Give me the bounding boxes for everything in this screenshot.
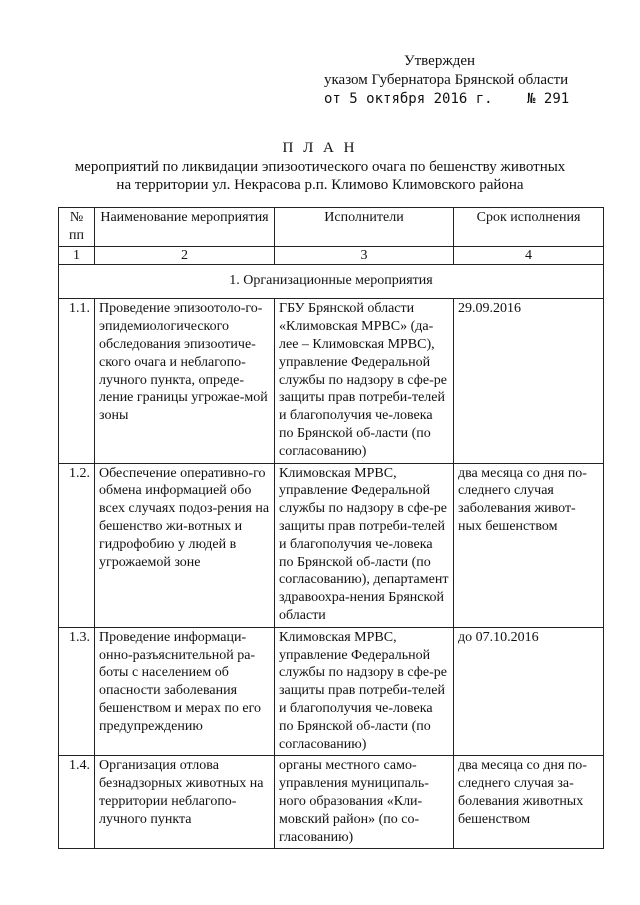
plan-table — [58, 207, 604, 849]
approval-date-prefix: от — [324, 91, 341, 107]
row-exec: органы местного само-управления муниципаль-ного образования «Кли-мовский район» (по со-гласованию) — [275, 756, 454, 849]
row-num: 1.1. — [59, 299, 95, 463]
index-cell: 2 — [95, 246, 275, 265]
table-row — [59, 463, 604, 627]
table-row — [59, 756, 604, 849]
approval-number: № 291 — [527, 91, 570, 107]
approval-date: 5 октября 2016 г. — [349, 91, 493, 107]
approval-line-2: указом Губернатора Брянской области — [324, 72, 569, 88]
subtitle-line-2: на территории ул. Некрасова р.п. Климово Климовского района — [116, 177, 524, 193]
row-exec: Климовская МРВС, управление Федеральной службы по надзору в сфе-ре защиты прав потреби-телей и благополучия че-ловека по Брянской об-ласти (по согласованию) — [275, 627, 454, 756]
table-index-row — [59, 246, 604, 265]
row-name: Проведение информаци-онно-разъяснительной ра-боты с населением об опасности заболевания бешенством и мерах по его предупреждению — [95, 627, 275, 756]
index-cell: 1 — [59, 246, 95, 265]
approval-stamp — [324, 52, 624, 109]
document-title: П Л А Н — [282, 140, 358, 156]
row-name: Организация отлова безнадзорных животных на территории неблагопо-лучного пункта — [95, 756, 275, 849]
header-exec: Исполнители — [275, 208, 454, 247]
table-header-row — [59, 208, 604, 247]
document-subtitle — [40, 158, 600, 194]
row-term: два месяца со дня по-следнего случая за-болевания животных бешенством — [454, 756, 604, 849]
subtitle-line-1: мероприятий по ликвидации эпизоотического очага по бешенству животных — [74, 159, 566, 175]
row-name: Проведение эпизоотоло-го-эпидемиологического обследования эпизоотиче-ского очага и неблагопо-лучного пункта, опреде-ление границы угрожае-мой зоны — [95, 299, 275, 463]
approval-line-1: Утвержден — [404, 53, 476, 69]
row-term: 29.09.2016 — [454, 299, 604, 463]
section-title: 1. Организационные мероприятия — [59, 265, 604, 299]
row-exec: ГБУ Брянской области «Климовская МРВС» (да-лее – Климовская МРВС), управление Федеральной службы по надзору в сфе-ре защиты прав потреби-телей и благополучия че-ловека по Брянской об-ласти (по согласованию) — [275, 299, 454, 463]
index-cell: 3 — [275, 246, 454, 265]
row-num: 1.4. — [59, 756, 95, 849]
header-num: № пп — [59, 208, 95, 247]
approval-date-line — [324, 90, 624, 109]
row-term: два месяца со дня по-следнего случая заболевания живот-ных бешенством — [454, 463, 604, 627]
row-term: до 07.10.2016 — [454, 627, 604, 756]
row-exec: Климовская МРВС, управление Федеральной службы по надзору в сфе-ре защиты прав потреби-телей и благополучия че-ловека по Брянской об-ласти (по согласованию), департамент здравоохра-нения Брянской области — [275, 463, 454, 627]
row-num: 1.3. — [59, 627, 95, 756]
index-cell: 4 — [454, 246, 604, 265]
header-term: Срок исполнения — [454, 208, 604, 247]
header-name: Наименование мероприятия — [95, 208, 275, 247]
row-name: Обеспечение оперативно-го обмена информацией обо всех случаях подоз-рения на бешенство жи-вотных и гидрофобию у людей в угрожаемой зоне — [95, 463, 275, 627]
table-row — [59, 627, 604, 756]
table-row — [59, 299, 604, 463]
section-row — [59, 265, 604, 299]
row-num: 1.2. — [59, 463, 95, 627]
